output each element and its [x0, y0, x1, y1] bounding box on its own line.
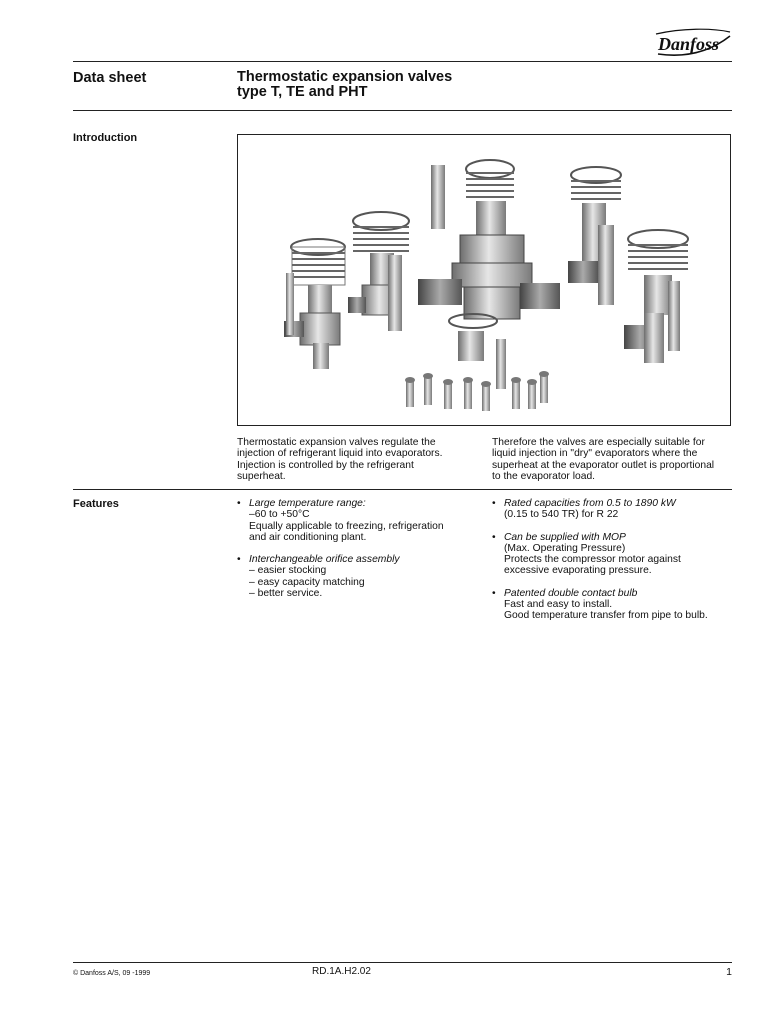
features-col-1: [237, 498, 477, 610]
feature-item: [237, 554, 477, 599]
product-photo: [237, 134, 731, 426]
feature-item: [492, 498, 734, 521]
feature-line: – easier stocking: [249, 565, 327, 577]
feature-title: Large temperature range:: [249, 498, 366, 509]
title-line-1: Thermostatic expansion valves: [237, 69, 453, 85]
feature-item: [492, 532, 734, 577]
valve-right-upper: [568, 167, 621, 305]
feature-line: Fast and easy to install.: [504, 599, 613, 611]
features-rule: [73, 489, 732, 490]
intro-col2-line: superheat at the evaporator outlet is proportional: [492, 459, 715, 471]
intro-col1-line: Injection is controlled by the refrigerant: [237, 459, 414, 471]
feature-line: Protects the compressor motor against: [504, 554, 681, 566]
orifice-inserts: [405, 371, 549, 411]
feature-line: – easy capacity matching: [249, 576, 365, 588]
valve-second: [348, 212, 409, 331]
feature-line: Equally applicable to freezing, refrigeration: [249, 520, 444, 532]
feature-line: –60 to +50°C: [249, 509, 310, 521]
intro-col1-line: injection of refrigerant liquid into evaporators.: [237, 448, 443, 460]
feature-line: (0.15 to 540 TR) for R 22: [504, 509, 619, 521]
bullet-dot: •: [237, 498, 241, 509]
feature-title: Can be supplied with MOP: [504, 531, 626, 543]
feature-line: – better service.: [249, 588, 323, 600]
bullet-dot: •: [492, 531, 496, 543]
intro-col1-line: Thermostatic expansion valves regulate the: [237, 437, 436, 448]
doc-code: RD.1A.H2.02: [312, 966, 371, 977]
feature-line: Good temperature transfer from pipe to bulb.: [504, 610, 708, 622]
copyright: © Danfoss A/S, 09 -1999: [73, 970, 151, 977]
feature-line: and air conditioning plant.: [249, 531, 367, 543]
feature-item: [237, 498, 477, 543]
logo-text: Danfoss: [658, 34, 720, 54]
intro-col2-line: to the evaporator load.: [492, 470, 596, 482]
page-number: 1: [726, 966, 732, 978]
page-title: [237, 70, 452, 100]
doc-type: Data sheet: [73, 70, 147, 86]
intro-col-2: [492, 437, 734, 482]
intro-col2-line: Therefore the valves are especially suitable for: [492, 437, 705, 448]
feature-title: Interchangeable orifice assembly: [249, 554, 400, 566]
valve-center: [418, 160, 560, 389]
valves-illustration: [238, 135, 731, 426]
introduction-label: Introduction: [73, 132, 138, 144]
top-rule: [73, 61, 732, 62]
intro-col-1: [237, 437, 477, 482]
header-rule: [73, 110, 732, 111]
feature-line: (Max. Operating Pressure): [504, 542, 626, 554]
feature-line: excessive evaporating pressure.: [504, 565, 652, 577]
intro-col1-line: superheat.: [237, 470, 286, 482]
feature-title: Patented double contact bulb: [504, 587, 638, 599]
valve-right: [624, 230, 688, 363]
valve-left: [284, 239, 345, 369]
footer-rule: [73, 962, 732, 963]
features-label: Features: [73, 498, 119, 510]
bullet-dot: •: [492, 587, 496, 599]
danfoss-logo: [652, 26, 732, 60]
features-col-2: [492, 498, 734, 633]
bullet-dot: •: [237, 554, 241, 566]
feature-title: Rated capacities from 0.5 to 1890 kW: [504, 498, 676, 509]
intro-col2-line: liquid injection in "dry" evaporators where the: [492, 448, 698, 460]
title-line-2: type T, TE and PHT: [237, 84, 368, 100]
feature-item: [492, 588, 734, 622]
bullet-dot: •: [492, 498, 496, 509]
